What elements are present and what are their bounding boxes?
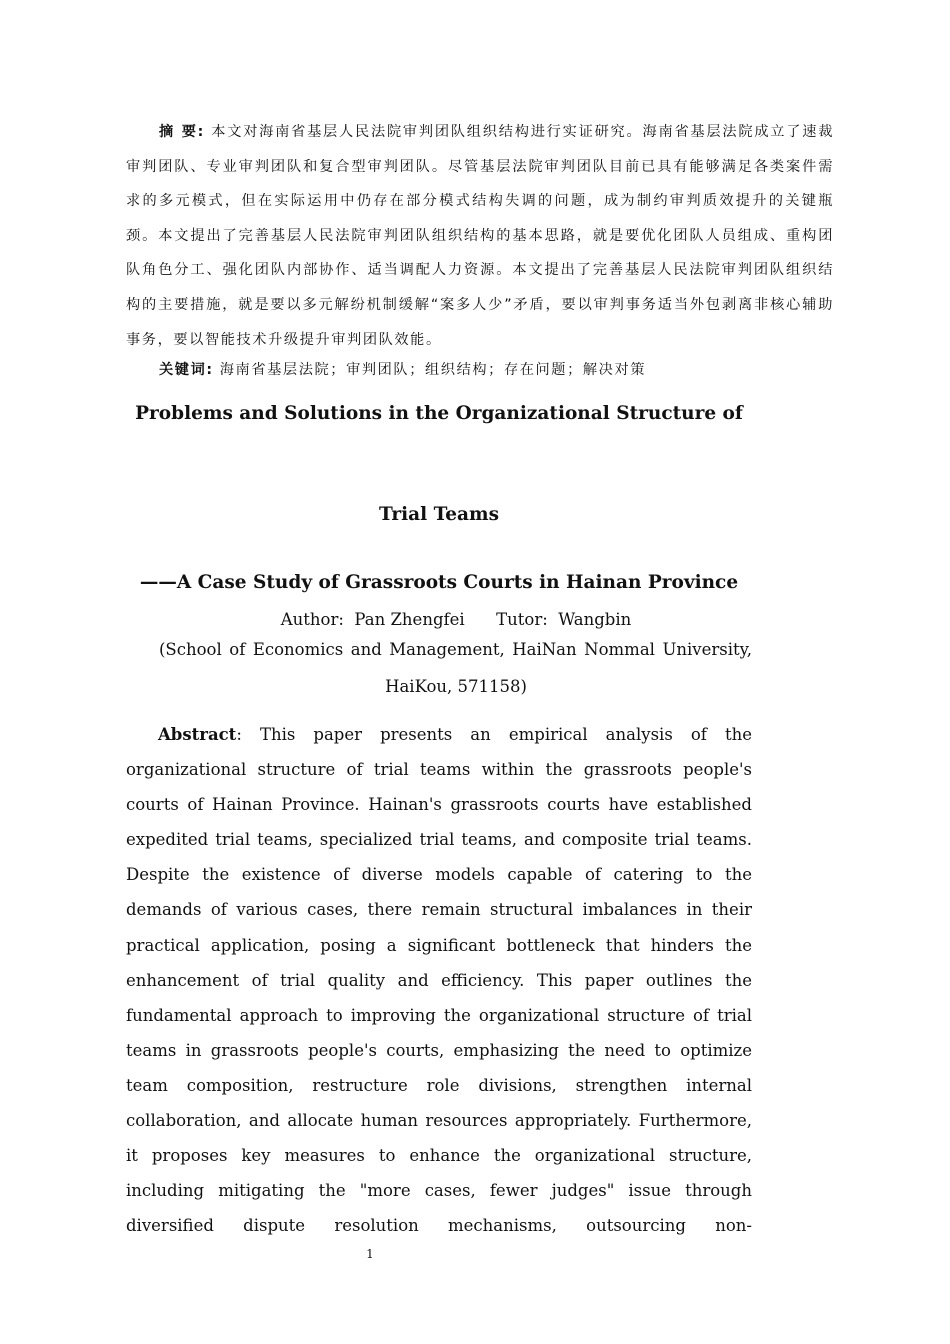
english-title-line-1: Problems and Solutions in the Organizational Structure of	[135, 403, 743, 424]
chinese-keywords	[126, 357, 834, 383]
author-line: Author: Pan Zhengfei Tutor: Wangbin	[280, 610, 632, 629]
chinese-keywords-text: 海南省基层法院；审判团队；组织结构；存在问题；解决对策	[219, 362, 647, 379]
chinese-abstract-paragraph	[126, 115, 834, 357]
english-abstract-paragraph	[126, 717, 752, 1243]
affiliation-line-1: (School of Economics and Management, HaiNan Nommal University,	[159, 640, 752, 659]
chinese-abstract-text: 本文对海南省基层人民法院审判团队组织结构进行实证研究。海南省基层法院成立了速裁审判团队、专业审判团队和复合型审判团队。尽管基层法院审判团队目前已具有能够满足各类案件需求的多元模式，但在实际运用中仍存在部分模式结构失调的问题，成为制约审判质效提升的关键瓶颈。本文提出了完善基层人民法院审判团队组织结构的基本思路，就是要优化团队人员组成、重构团队角色分工、强化团队内部协作、适当调配人力资源。本文提出了完善基层人民法院审判团队组织结构的主要措施，就是要以多元解纷机制缓解“案多人少”矛盾，要以审判事务适当外包剥离非核心辅助事务，要以智能技术升级提升审判团队效能。	[126, 124, 834, 348]
english-abstract-text: : This paper presents an empirical analysis of the organizational structure of trial teams within the grassroots people's courts of Hainan Province. Hainan's grassroots courts have established expedited trial teams, specialized trial teams, and composite trial teams. Despite the existence of diverse models capable of catering to the demands of various cases, there remain structural imbalances in their practical application, posing a significant bottleneck that hinders the enhancement of trial quality and efficiency. This paper outlines the fundamental approach to improving the organizational structure of trial teams in grassroots people's courts, emphasizing the need to optimize team composition, restructure role divisions, strengthen internal collaboration, and allocate human resources appropriately. Furthermore, it proposes key measures to enhance the organizational structure, including mitigating the "more cases, fewer judges" issue through diversified dispute resolution mechanisms, outsourcing non-	[126, 725, 752, 1236]
english-subtitle: ——A Case Study of Grassroots Courts in Hainan Province	[139, 572, 739, 593]
english-abstract-label: Abstract	[158, 725, 237, 744]
english-title-line-2: Trial Teams	[378, 504, 500, 525]
chinese-abstract-label: 摘 要:	[159, 124, 205, 140]
english-abstract	[126, 717, 752, 1243]
chinese-keywords-label: 关键词:	[159, 362, 214, 379]
affiliation-line-2: HaiKou, 571158)	[385, 677, 527, 696]
chinese-abstract	[126, 115, 834, 383]
page-number: 1	[366, 1247, 374, 1261]
